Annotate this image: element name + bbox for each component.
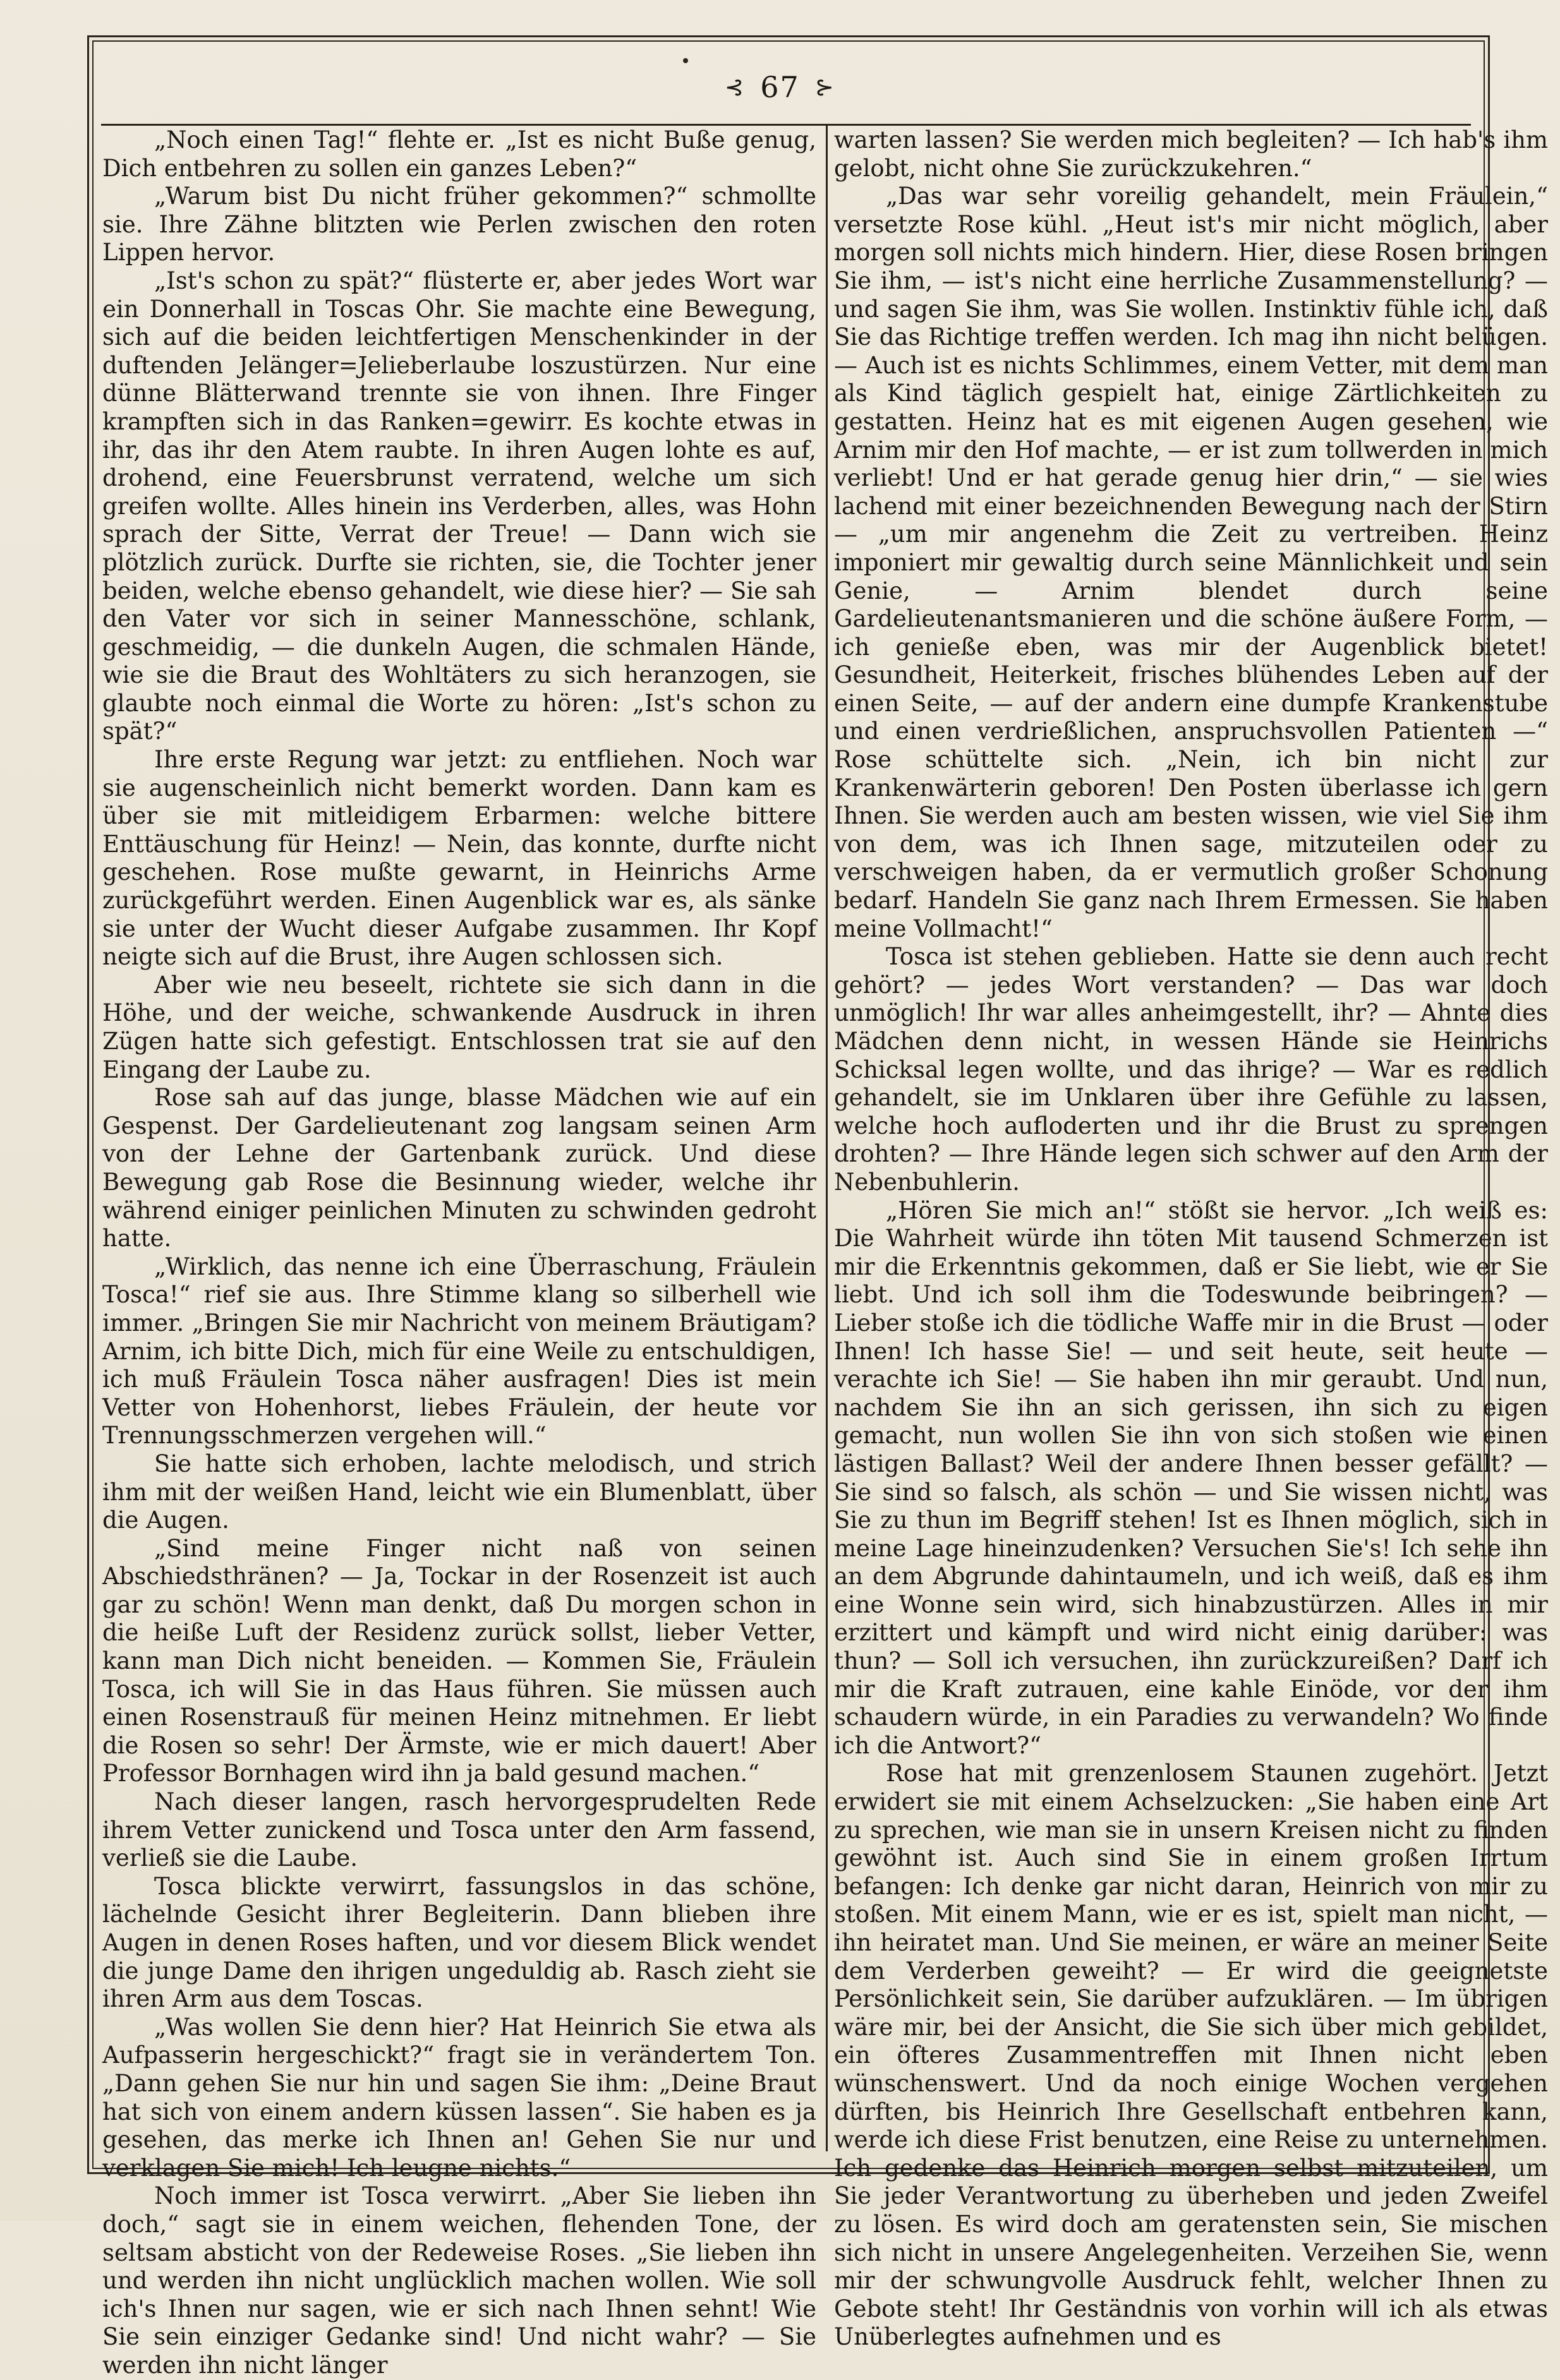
paragraph: „Wirklich, das nenne ich eine Überraschung, Fräulein Tosca!“ rief sie aus. Ihre Stimme klang so silberhell wie immer. „Bringen Sie mir Nachricht von meinem Bräutigam? Arnim, ich bitte Dich, mich für eine Weile zu entschuldigen, ich muß Fräulein Tosca näher ausfragen! Dies ist mein Vetter von Hohenhorst, liebes Fräulein, der heute vor Trennungsschmerzen vergehen will.“ [102,1253,816,1450]
paragraph: Nach dieser langen, rasch hervorgesprudelten Rede ihrem Vetter zunickend und Tosca unter den Arm fassend, verließ sie die Laube. [102,1788,816,1872]
paragraph: „Warum bist Du nicht früher gekommen?“ schmollte sie. Ihre Zähne blitzten wie Perlen zwischen den roten Lippen hervor. [102,183,816,267]
page-header [0,62,1560,112]
column-separator [826,124,828,2151]
paragraph: Tosca blickte verwirrt, fassungslos in das schöne, lächelnde Gesicht ihrer Begleiterin. Dann blieben ihre Augen in denen Roses haften, und vor diesem Blick wendet die junge Dame den ihrigen ungeduldig ab. Rasch zieht sie ihren Arm aus dem Toscas. [102,1872,816,2013]
ornament-right-icon: ⊱ [814,74,835,100]
paragraph: Rose hat mit grenzenlosem Staunen zugehört. Jetzt erwidert sie mit einem Achselzucken: „Sie haben eine Art zu sprechen, wie man sie in unsern Kreisen nicht zu finden gewöhnt ist. Auch sind Sie in einem großen Irrtum befangen: Ich denke gar nicht daran, Heinrich von mir zu stoßen. Mit einem Mann, wie er es ist, spielt man nicht, — ihn heiratet man. Und Sie meinen, er wäre an meiner Seite dem Verderben geweiht? — Er wird die geeignetste Persönlichkeit sein, Sie darüber aufzuklären. — Im übrigen wäre mir, bei der Ansicht, die Sie sich über mich gebildet, ein öfteres Zusammentreffen mit Ihnen nicht eben wünschenswert. Und da noch einige Wochen vergehen dürften, bis Heinrich Ihre Gesellschaft entbehren kann, werde ich diese Frist benutzen, eine Reise zu unternehmen. Ich gedenke das Heinrich morgen selbst mitzuteilen, um Sie jeder Verantwortung zu überheben und jeden Zweifel zu lösen. Es wird doch am geratensten sein, Sie mischen sich nicht in unsere Angelegenheiten. Verzeihen Sie, wenn mir der schwungvolle Ausdruck fehlt, welcher Ihnen zu Gebote steht! Ihr Geständnis von vorhin will ich als etwas Unüberlegtes aufnehmen und es [834,1760,1548,2351]
paragraph: warten lassen? Sie werden mich begleiten? — Ich hab's ihm gelobt, nicht ohne Sie zurückzukehren.“ [834,126,1548,182]
page-number: 67 [760,70,800,104]
paragraph: „Noch einen Tag!“ flehte er. „Ist es nicht Buße genug, Dich entbehren zu sollen ein ganzes Leben?“ [102,126,816,182]
paragraph: Noch immer ist Tosca verwirrt. „Aber Sie lieben ihn doch,“ sagt sie in einem weichen, flehenden Tone, der seltsam absticht von der Redeweise Roses. „Sie lieben ihn und werden ihn nicht unglücklich machen wollen. Wie soll ich's Ihnen nur sagen, wie er sich nach Ihnen sehnt! Wie Sie sein einziger Gedanke sind! Und nicht wahr? — Sie werden ihn nicht länger [102,2182,816,2379]
paragraph: „Was wollen Sie denn hier? Hat Heinrich Sie etwa als Aufpasserin hergeschickt?“ fragt sie in verändertem Ton. „Dann gehen Sie nur hin und sagen Sie ihm: „Deine Braut hat sich von einem andern küssen lassen“. Sie haben es ja gesehen, das merke ich Ihnen an! Gehen Sie nur und verklagen Sie mich! Ich leugne nichts.“ [102,2013,816,2182]
paragraph: „Ist's schon zu spät?“ flüsterte er, aber jedes Wort war ein Donnerhall in Toscas Ohr. Sie machte eine Bewegung, sich auf die beiden leichtfertigen Menschenkinder in der duftenden Jelänger=Jelieberlaube loszustürzen. Nur eine dünne Blätterwand trennte sie von ihnen. Ihre Finger krampften sich in das Ranken=gewirr. Es kochte etwas in ihr, das ihr den Atem raubte. In ihren Augen lohte es auf, drohend, eine Feuersbrunst verratend, welche um sich greifen wollte. Alles hinein ins Verderben, alles, was Hohn sprach der Sitte, Verrat der Treue! — Dann wich sie plötzlich zurück. Durfte sie richten, sie, die Tochter jener beiden, welche ebenso gehandelt, wie diese hier? — Sie sah den Vater vor sich in seiner Mannesschöne, schlank, geschmeidig, — die dunkeln Augen, die schmalen Hände, wie sie die Braut des Wohltäters zu sich heranzogen, sie glaubte noch einmal die Worte zu hören: „Ist's schon zu spät?“ [102,267,816,745]
paragraph: Rose sah auf das junge, blasse Mädchen wie auf ein Gespenst. Der Gardelieutenant zog langsam seinen Arm von der Lehne der Gartenbank zurück. Und diese Bewegung gab Rose die Besinnung wieder, welche ihr während einiger peinlichen Minuten zu schwinden gedroht hatte. [102,1084,816,1253]
paragraph: „Sind meine Finger nicht naß von seinen Abschiedsthränen? — Ja, Tockar in der Rosenzeit ist auch gar zu schön! Wenn man denkt, daß Du morgen schon in die heiße Luft der Residenz zurück sollst, lieber Vetter, kann man Dich nicht beneiden. — Kommen Sie, Fräulein Tosca, ich will Sie in das Haus führen. Sie müssen auch einen Rosenstrauß für meinen Heinz mitnehmen. Er liebt die Rosen so sehr! Der Ärmste, wie er mich dauert! Aber Professor Bornhagen wird ihn ja bald gesund machen.“ [102,1534,816,1788]
paragraph: „Das war sehr voreilig gehandelt, mein Fräulein,“ versetzte Rose kühl. „Heut ist's mir nicht möglich, aber morgen soll nichts mich hindern. Hier, diese Rosen bringen Sie ihm, — ist's nicht eine herrliche Zusammenstellung? — und sagen Sie ihm, was Sie wollen. Instinktiv fühle ich, daß Sie das Richtige treffen werden. Ich mag ihn nicht belügen. — Auch ist es nichts Schlimmes, einem Vetter, mit dem man als Kind täglich gespielt hat, einige Zärtlichkeiten zu gestatten. Heinz hat es mit eigenen Augen gesehen, wie Arnim mir den Hof machte, — er ist zum tollwerden in mich verliebt! Und er hat gerade genug hier drin,“ — sie wies lachend mit einer bezeichnenden Bewegung nach der Stirn — „um mir angenehm die Zeit zu vertreiben. Heinz imponiert mir gewaltig durch seine Männlichkeit und sein Genie, — Arnim blendet durch seine Gardelieutenantsmanieren und die schöne äußere Form, — ich genieße eben, was mir der Augenblick bietet! Gesundheit, Heiterkeit, frisches blühendes Leben auf der einen Seite, — auf der andern eine dumpfe Krankenstube und einen verdrießlichen, anspruchsvollen Patienten —“ Rose schüttelte sich. „Nein, ich bin nicht zur Krankenwärterin geboren! Den Posten überlasse ich gern Ihnen. Sie werden auch am besten wissen, wie viel Sie ihm von dem, was ich Ihnen sage, mitzuteilen oder zu verschweigen haben, da er vermutlich großer Schonung bedarf. Handeln Sie ganz nach Ihrem Ermessen. Sie haben meine Vollmacht!“ [834,183,1548,942]
paragraph: Ihre erste Regung war jetzt: zu entfliehen. Noch war sie augenscheinlich nicht bemerkt worden. Dann kam es über sie mit mitleidigem Erbarmen: welche bittere Enttäuschung für Heinz! — Nein, das konnte, durfte nicht geschehen. Rose mußte gewarnt, in Heinrichs Arme zurückgeführt werden. Einen Augenblick war es, als sänke sie unter der Wucht dieser Aufgabe zusammen. Ihr Kopf neigte sich auf die Brust, ihre Augen schlossen sich. [102,746,816,971]
left-column [102,126,816,2379]
page-number-line [725,70,835,104]
paragraph: Sie hatte sich erhoben, lachte melodisch, und strich ihm mit der weißen Hand, leicht wie ein Blumenblatt, über die Augen. [102,1450,816,1534]
header-rule [101,124,1471,126]
ornament-left-icon: ⊰ [725,74,746,100]
paragraph: „Hören Sie mich an!“ stößt sie hervor. „Ich weiß es: Die Wahrheit würde ihn töten Mit tausend Schmerzen ist mir die Erkenntnis gekommen, daß er Sie liebt, wie er Sie liebt. Und ich soll ihm die Todeswunde beibringen? — Lieber stoße ich die tödliche Waffe mir in die Brust — oder Ihnen! Ich hasse Sie! — und seit heute, seit heute — verachte ich Sie! — Sie haben ihn mir geraubt. Und nun, nachdem Sie ihn an sich gerissen, ihn sich zu eigen gemacht, nun wollen Sie ihn von sich stoßen wie einen lästigen Ballast? Weil der andere Ihnen besser gefällt? — Sie sind so falsch, als schön — und Sie wissen nicht, was Sie zu thun im Begriff stehen! Ist es Ihnen möglich, sich in meine Lage hineinzudenken? Versuchen Sie's! Ich sehe ihn an dem Abgrunde dahintaumeln, und ich weiß, daß es ihm eine Wonne sein wird, sich hinabzustürzen. Alles in mir erzittert und kämpft und wird nicht einig darüber: was thun? — Soll ich versuchen, ihn zurückzureißen? Darf ich mir die Kraft zutrauen, eine kahle Einöde, vor der ihm schaudern würde, in ein Paradies zu verwandeln? Wo finde ich die Antwort?“ [834,1196,1548,1759]
paragraph: Tosca ist stehen geblieben. Hatte sie denn auch recht gehört? — jedes Wort verstanden? — Das war doch unmöglich! Ihr war alles anheimgestellt, ihr? — Ahnte dies Mädchen denn nicht, in wessen Hände sie Heinrichs Schicksal legen wollte, und das ihrige? — War es redlich gehandelt, sie im Unklaren über ihre Gefühle zu lassen, welche hoch aufloderten und ihr die Brust zu sprengen drohten? — Ihre Hände legen sich schwer auf den Arm der Nebenbuhlerin. [834,943,1548,1196]
paragraph: Aber wie neu beseelt, richtete sie sich dann in die Höhe, und der weiche, schwankende Ausdruck in ihren Zügen hatte sich gefestigt. Entschlossen trat sie auf den Eingang der Laube zu. [102,971,816,1083]
right-column [834,126,1548,2351]
